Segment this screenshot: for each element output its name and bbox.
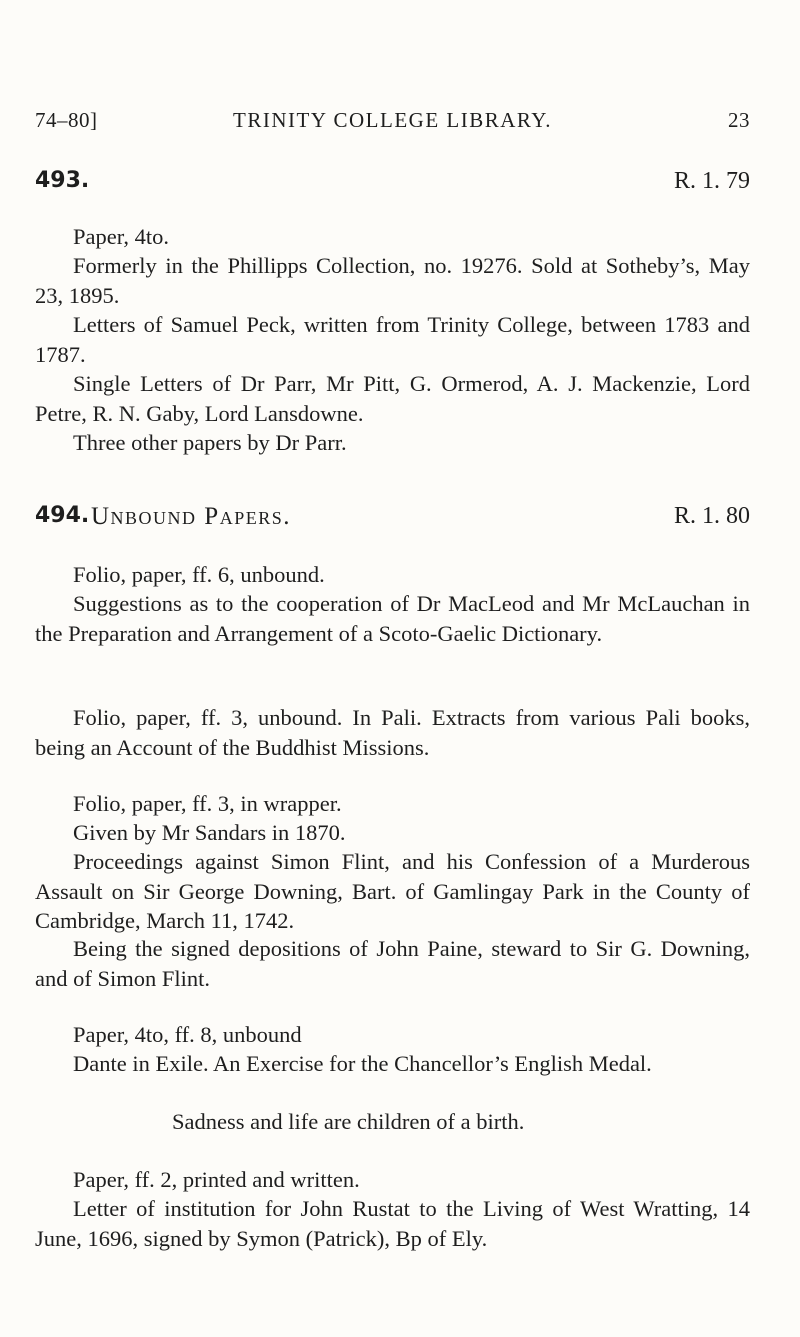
entry-shelfmark: R. 1. 79 [673,168,750,194]
entry-494-paragraph: Paper, ff. 2, printed and written. [73,1167,360,1192]
entry-493-paragraph: Letters of Samuel Peck, written from Trinity College, between 1783 and 1787. [35,312,750,367]
entry-493-paragraph: Paper, 4to. [73,224,169,249]
entry-494-paragraph: Dante in Exile. An Exercise for the Chancellor’s English Medal. [73,1051,652,1076]
entry-493-paragraph: Three other papers by Dr Parr. [73,430,347,455]
entry-number: 493. [35,168,90,193]
entry-number: 494. [35,503,90,528]
entry-shelfmark: R. 1. 80 [673,503,750,529]
entry-494-paragraph: Being the signed depositions of John Paine, steward to Sir G. Downing, and of Simon Flint. [35,936,750,991]
running-head [35,108,750,138]
entry-494-paragraph: Proceedings against Simon Flint, and his Confession of a Murderous Assault on Sir George Downing, Bart. of Gamlingay Park in the County of Cambridge, March 11, 1742. [35,849,750,933]
entry-494-paragraph: Letter of institution for John Rustat to the Living of West Wratting, 14 June, 1696, signed by Symon (Patrick), Bp of Ely. [35,1196,750,1251]
entry-494-paragraph: Folio, paper, ff. 3, in wrapper. [73,791,342,816]
entry-494-epigraph: Sadness and life are children of a birth. [172,1109,525,1134]
running-head-title: TRINITY COLLEGE LIBRARY. [233,108,552,132]
entry-494-paragraph: Suggestions as to the cooperation of Dr MacLeod and Mr McLauchan in the Preparation and Arrangement of a Scoto-Gaelic Dictionary. [35,591,750,646]
entry-493-paragraph: Formerly in the Phillipps Collection, no. 19276. Sold at Sotheby’s, May 23, 1895. [35,253,750,308]
running-head-page-number: 23 [728,108,750,132]
entry-title: Unbound Papers. [91,503,291,530]
running-head-pages: 74–80] [35,108,98,132]
entry-494-heading [35,503,750,535]
entry-493-heading [35,168,750,200]
entry-493-paragraph: Single Letters of Dr Parr, Mr Pitt, G. Ormerod, A. J. Mackenzie, Lord Petre, R. N. Gaby, Lord Lansdowne. [35,371,750,426]
entry-494-paragraph: Folio, paper, ff. 6, unbound. [73,562,325,587]
entry-494-paragraph: Folio, paper, ff. 3, unbound. In Pali. Extracts from various Pali books, being an Account of the Buddhist Missions. [35,705,750,760]
entry-494-paragraph: Given by Mr Sandars in 1870. [73,820,346,845]
entry-494-paragraph: Paper, 4to, ff. 8, unbound [73,1022,302,1047]
